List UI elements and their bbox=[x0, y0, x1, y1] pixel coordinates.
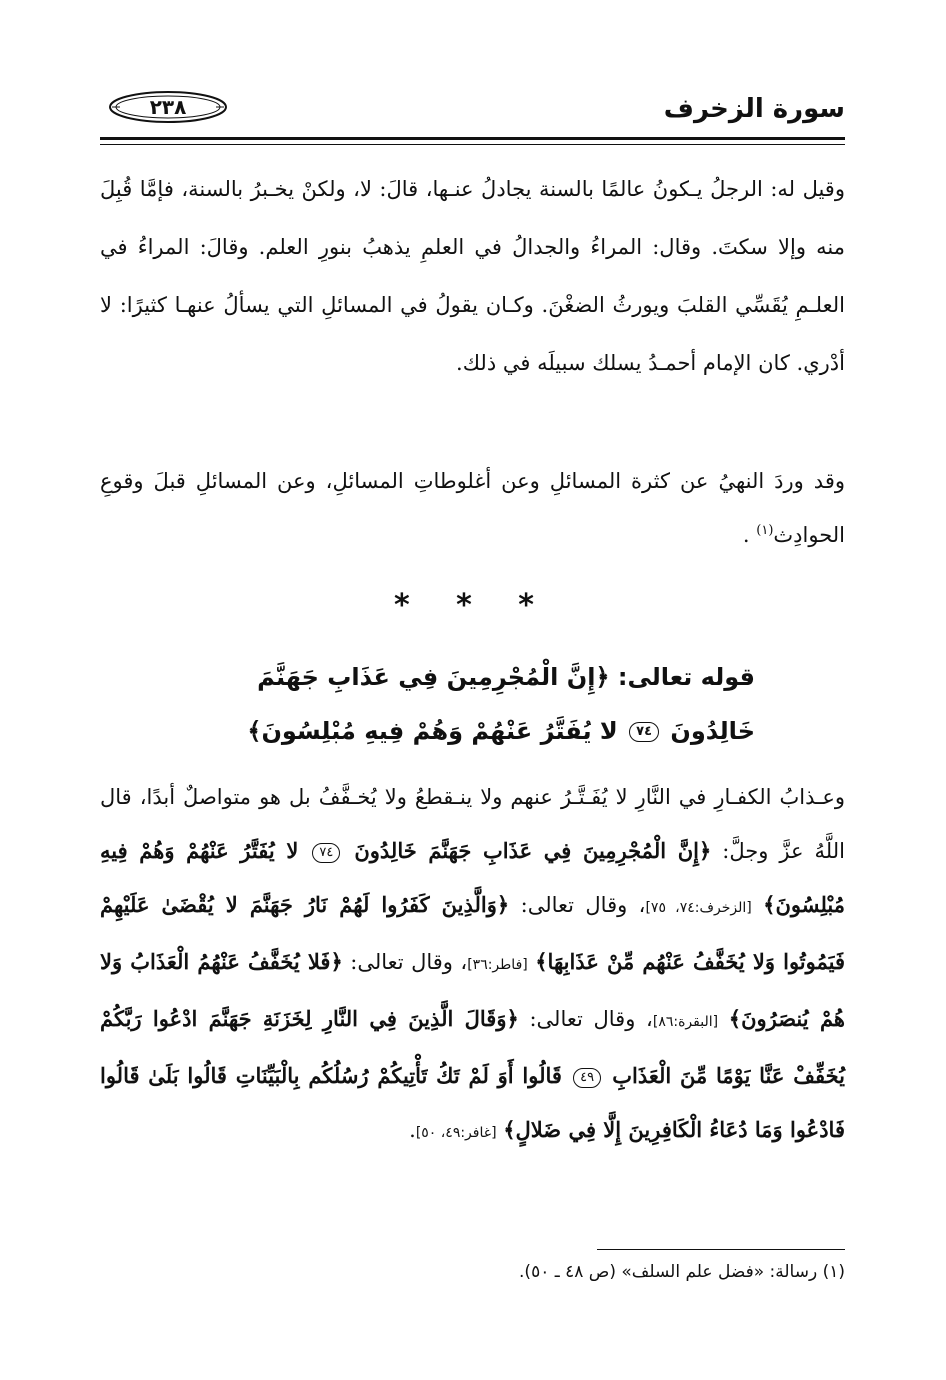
commentary-text: ، وقال تعالى: bbox=[342, 950, 468, 974]
section-separator: * * * bbox=[394, 588, 552, 623]
commentary-text: ، وقال تعالى: bbox=[518, 1007, 653, 1031]
quran-quote-1b: لا يُفَتَّرُ عَنْهُمْ وَهُمْ فِيهِ مُبْلِسُونَ﴾ bbox=[100, 838, 845, 917]
verse-heading bbox=[220, 650, 755, 758]
quran-quote-4b: قَالُوا أَوَ لَمْ تَكُ تَأْتِيكُمْ رُسُلُكُم بِالْبَيِّنَاتِ قَالُوا بَلَىٰ قَالُوا فَادْعُوا وَمَا دُعَاءُ الْكَافِرِينَ إِلَّا فِي ضَلالٍ﴾ bbox=[100, 1063, 845, 1142]
page-number: ٢٣٨ bbox=[149, 95, 187, 119]
verse-heading-rest: لا يُفَتَّرُ عَنْهُمْ وَهُمْ فِيهِ مُبْلِسُونَ﴾ bbox=[247, 717, 618, 745]
header-rule-thin bbox=[100, 144, 845, 145]
paragraph-2-end: . bbox=[742, 523, 757, 547]
commentary-text: وعـذابُ الكفـارِ في النَّارِ لا يُفَـتَّـرُ عنهم ولا ينـقطعُ ولا يُخـفَّفُ بل هو متواصلٌ أبدًا، قال اللَّهُ عزَّ وجلَّ: bbox=[100, 785, 845, 863]
paragraph-1: وقيل له: الرجلُ يـكونُ عالمًا بالسنة يجادلُ عنـها، قالَ: لا، ولكنْ يخـبرُ بالسنة، فإمَّا قُبِلَ منه وإلا سكتَ. وقال: المراءُ والجدالُ في العلمِ يذهبُ بنورِ العلم. وقالَ: المراءُ في العلـمِ يُقَسِّي القلبَ ويورثُ الضغْنَ. وكـان يقولُ في المسائلِ التي يسألُ عنهـا كثيرًا: لا أدْري. كان الإمام أحمـدُ يسلك سبيلَه في ذلك. bbox=[100, 177, 845, 375]
verse-heading-line-2 bbox=[220, 704, 755, 758]
page-header bbox=[100, 82, 845, 142]
quran-quote-1a: ﴿إِنَّ الْمُجْرِمِينَ فِي عَذَابِ جَهَنَّمَ خَالِدُونَ bbox=[354, 838, 712, 863]
quran-reference-2: [فاطر:٣٦] bbox=[467, 957, 528, 973]
quran-reference-3: [البقرة:٨٦] bbox=[652, 1014, 719, 1030]
commentary-end: . bbox=[409, 1118, 416, 1142]
quran-quote-2: ﴿وَالَّذِينَ كَفَرُوا لَهُمْ نَارُ جَهَنَّمَ لا يُقْضَىٰ عَلَيْهِمْ فَيَمُوتُوا وَلا يُخَفَّفُ عَنْهُم مِّنْ عَذَابِهَا﴾ bbox=[100, 892, 845, 974]
paragraph-3 bbox=[100, 770, 845, 1160]
surah-title: سورة الزخرف bbox=[663, 94, 845, 124]
quran-quote-3: ﴿فَلا يُخَفَّفُ عَنْهُمُ الْعَذَابُ وَلا هُمْ يُنصَرُونَ﴾ bbox=[100, 949, 845, 1031]
ayah-number-marker: ٧٤ bbox=[312, 843, 340, 863]
verse-heading-line-1: قوله تعالى: ﴿إِنَّ الْمُجْرِمِينَ فِي عَذَابِ جَهَنَّمَ bbox=[257, 663, 755, 691]
quran-reference-4: [غافر:٤٩، ٥٠] bbox=[415, 1125, 497, 1141]
quran-reference-1: [الزخرف:٧٤، ٧٥] bbox=[645, 900, 752, 916]
paragraph-2 bbox=[100, 454, 845, 562]
footnote: (١) رسالة: «فضل علم السلف» (ص ٤٨ ـ ٥٠). bbox=[519, 1262, 845, 1282]
commentary-text: ، وقال تعالى: bbox=[509, 893, 646, 917]
ayah-number-marker: ٧٤ bbox=[629, 722, 659, 742]
verse-heading-word: خَالِدُونَ bbox=[670, 717, 755, 745]
footnote-marker: (١) bbox=[756, 523, 774, 538]
footnote-rule bbox=[597, 1249, 845, 1250]
paragraph-2-text: وقد وردَ النهيُ عن كثرة المسائلِ وعن أغلوطاتِ المسائلِ، وعن المسائلِ قبلَ وقوعِ الحوادِث bbox=[100, 469, 845, 547]
ayah-number-marker: ٤٩ bbox=[573, 1068, 601, 1088]
header-rule-thick bbox=[100, 137, 845, 140]
quran-quote-4a: ﴿وَقَالَ الَّذِينَ فِي النَّارِ لِخَزَنَةِ جَهَنَّمَ ادْعُوا رَبَّكُمْ يُخَفِّفْ عَنَّا يَوْمًا مِّنَ الْعَذَابِ bbox=[100, 1006, 845, 1088]
